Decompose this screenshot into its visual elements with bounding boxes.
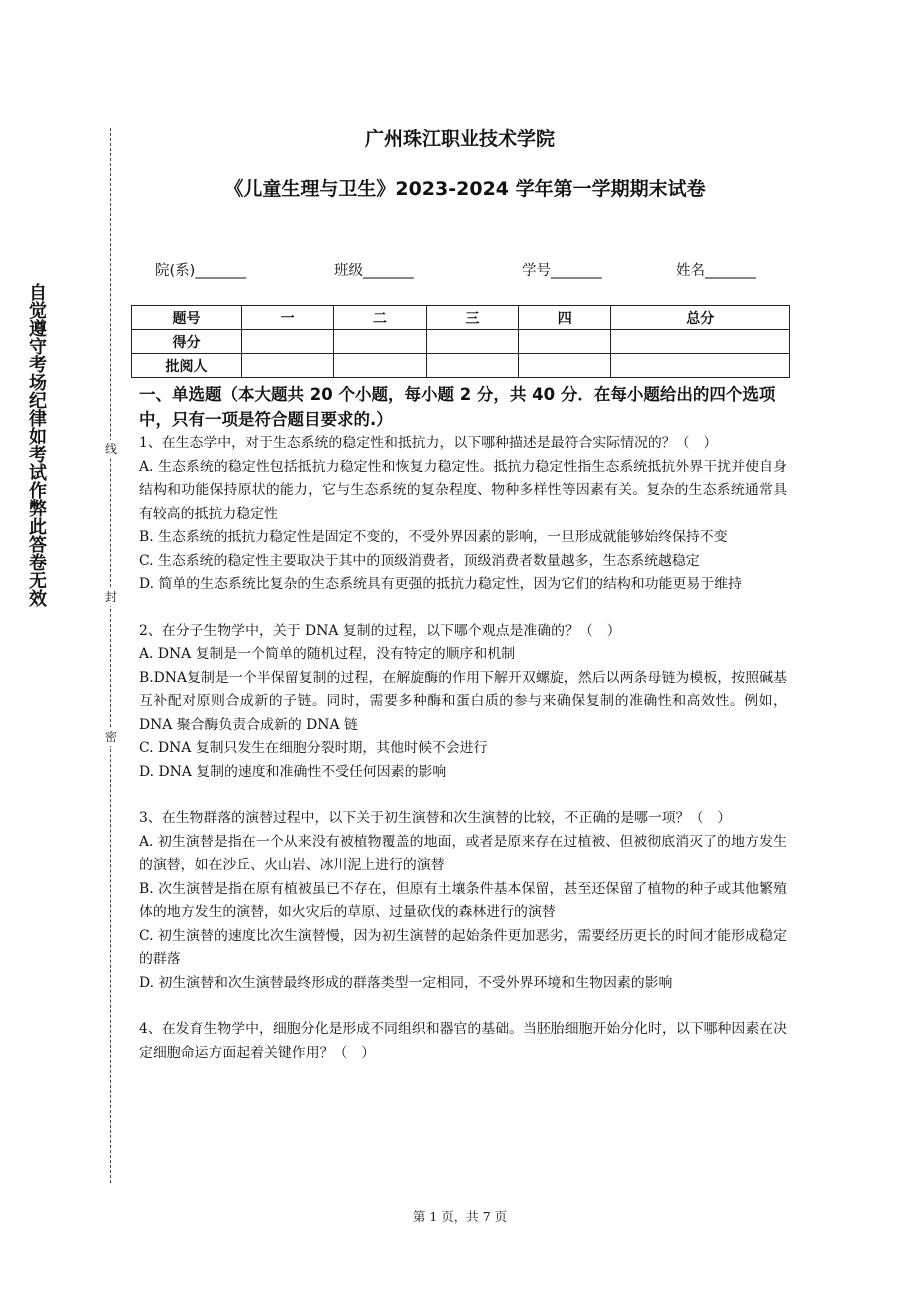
question-option: A. 初生演替是指在一个从来没有被植物覆盖的地面，或者是原来存在过植被、但被彻底消灭了的地方发生的演替，如在沙丘、火山岩、冰川泥上进行的演替 bbox=[139, 833, 787, 873]
institution-title: 广州珠江职业技术学院 bbox=[364, 128, 555, 150]
question-option: A. 生态系统的稳定性包括抵抗力稳定性和恢复力稳定性。抵抗力稳定性指生态系统抵抗外界干扰并使自身结构和功能保持原状的能力，它与生态系统的复杂程度、物种多样性等因素有关。复杂的生态系统通常具有较高的抵抗力稳定性 bbox=[139, 458, 787, 522]
binding-label-seal: 封 bbox=[104, 590, 117, 604]
score-cell bbox=[611, 354, 790, 378]
score-table-row bbox=[132, 330, 790, 354]
binding-dashed-line bbox=[110, 128, 111, 1183]
score-row-label: 得分 bbox=[132, 330, 242, 354]
question-option: B. 次生演替是指在原有植被虽已不存在，但原有土壤条件基本保留，甚至还保留了植物的种子或其他繁殖体的地方发生的演替，如火灾后的草原、过量砍伐的森林进行的演替 bbox=[139, 880, 787, 920]
section-heading: 一、单选题（本大题共 20 个小题，每小题 2 分，共 40 分．在每小题给出的四个选项中，只有一项是符合题目要求的.） bbox=[139, 385, 776, 429]
score-cell bbox=[426, 330, 518, 354]
question-4 bbox=[139, 1018, 787, 1065]
question-2 bbox=[139, 620, 787, 785]
score-cell bbox=[242, 354, 334, 378]
question-stem: 3、在生物群落的演替过程中，以下关于初生演替和次生演替的比较，不正确的是哪一项？（ ） bbox=[139, 810, 732, 826]
name-field: 姓名_______ bbox=[676, 263, 756, 279]
binding-label-line: 线 bbox=[104, 442, 117, 456]
score-cell bbox=[519, 330, 611, 354]
score-cell bbox=[242, 330, 334, 354]
score-table-header-cell: 三 bbox=[426, 306, 518, 330]
score-table-header-cell: 二 bbox=[334, 306, 426, 330]
question-stem: 2、在分子生物学中，关于 DNA 复制的过程，以下哪个观点是准确的？（ ） bbox=[139, 622, 621, 639]
question-option: B.DNA复制是一个半保留复制的过程，在解旋酶的作用下解开双螺旋，然后以两条母链为模板，按照碱基互补配对原则合成新的子链。同时，需要多种酶和蛋白质的参与来确保复制的准确性和高效性。例如，DNA 聚合酶负责合成新的 DNA 链 bbox=[139, 669, 787, 733]
exam-content bbox=[139, 382, 787, 1065]
score-cell bbox=[426, 354, 518, 378]
score-cell bbox=[611, 330, 790, 354]
question-option: C. 初生演替的速度比次生演替慢，因为初生演替的起始条件更加恶劣，需要经历更长的时间才能形成稳定的群落 bbox=[139, 927, 787, 967]
score-table-header-cell: 四 bbox=[519, 306, 611, 330]
question-stem: 4、在发育生物学中，细胞分化是形成不同组织和器官的基础。当胚胎细胞开始分化时，以下哪种因素在决定细胞命运方面起着关键作用？（ ） bbox=[139, 1021, 787, 1061]
question-option: D. 初生演替和次生演替最终形成的群落类型一定相同，不受外界环境和生物因素的影响 bbox=[139, 974, 673, 991]
score-table-header-cell: 一 bbox=[242, 306, 334, 330]
question-option: D. 简单的生态系统比复杂的生态系统具有更强的抵抗力稳定性，因为它们的结构和功能更易于维持 bbox=[139, 576, 742, 592]
question-option: B. 生态系统的抵抗力稳定性是固定不变的，不受外界因素的影响，一旦形成就能够始终保持不变 bbox=[139, 529, 728, 545]
binding-label-secret: 密 bbox=[104, 730, 117, 744]
student-id-field: 学号_______ bbox=[522, 263, 602, 279]
score-table-header-cell: 题号 bbox=[132, 306, 242, 330]
score-cell bbox=[519, 354, 611, 378]
score-table bbox=[131, 305, 790, 378]
question-option: A. DNA 复制是一个简单的随机过程，没有特定的顺序和机制 bbox=[139, 646, 516, 662]
score-cell bbox=[334, 330, 426, 354]
exam-discipline-notice: 自觉遵守考场纪律如考试作弊此答卷无效 bbox=[26, 283, 47, 607]
question-stem: 1、在生态学中，对于生态系统的稳定性和抵抗力，以下哪种描述是最符合实际情况的？（ ） bbox=[139, 435, 718, 451]
score-row-label: 批阅人 bbox=[132, 354, 242, 378]
question-option: D. DNA 复制的速度和准确性不受任何因素的影响 bbox=[139, 763, 447, 780]
score-table-header-cell: 总分 bbox=[611, 306, 790, 330]
score-table-header-row bbox=[132, 306, 790, 330]
exam-title: 《儿童生理与卫生》2023-2024 学年第一学期期末试卷 bbox=[224, 178, 706, 200]
question-option: C. DNA 复制只发生在细胞分裂时期，其他时候不会进行 bbox=[139, 740, 488, 756]
question-3 bbox=[139, 807, 787, 995]
score-table-row bbox=[132, 354, 790, 378]
department-field: 院(系)_______ bbox=[155, 263, 247, 279]
class-field: 班级_______ bbox=[334, 263, 414, 279]
score-cell bbox=[334, 354, 426, 378]
page-number-footer: 第 1 页，共 7 页 bbox=[412, 1209, 508, 1224]
question-option: C. 生态系统的稳定性主要取决于其中的顶级消费者，顶级消费者数量越多，生态系统越稳定 bbox=[139, 552, 700, 569]
question-1 bbox=[139, 432, 787, 597]
